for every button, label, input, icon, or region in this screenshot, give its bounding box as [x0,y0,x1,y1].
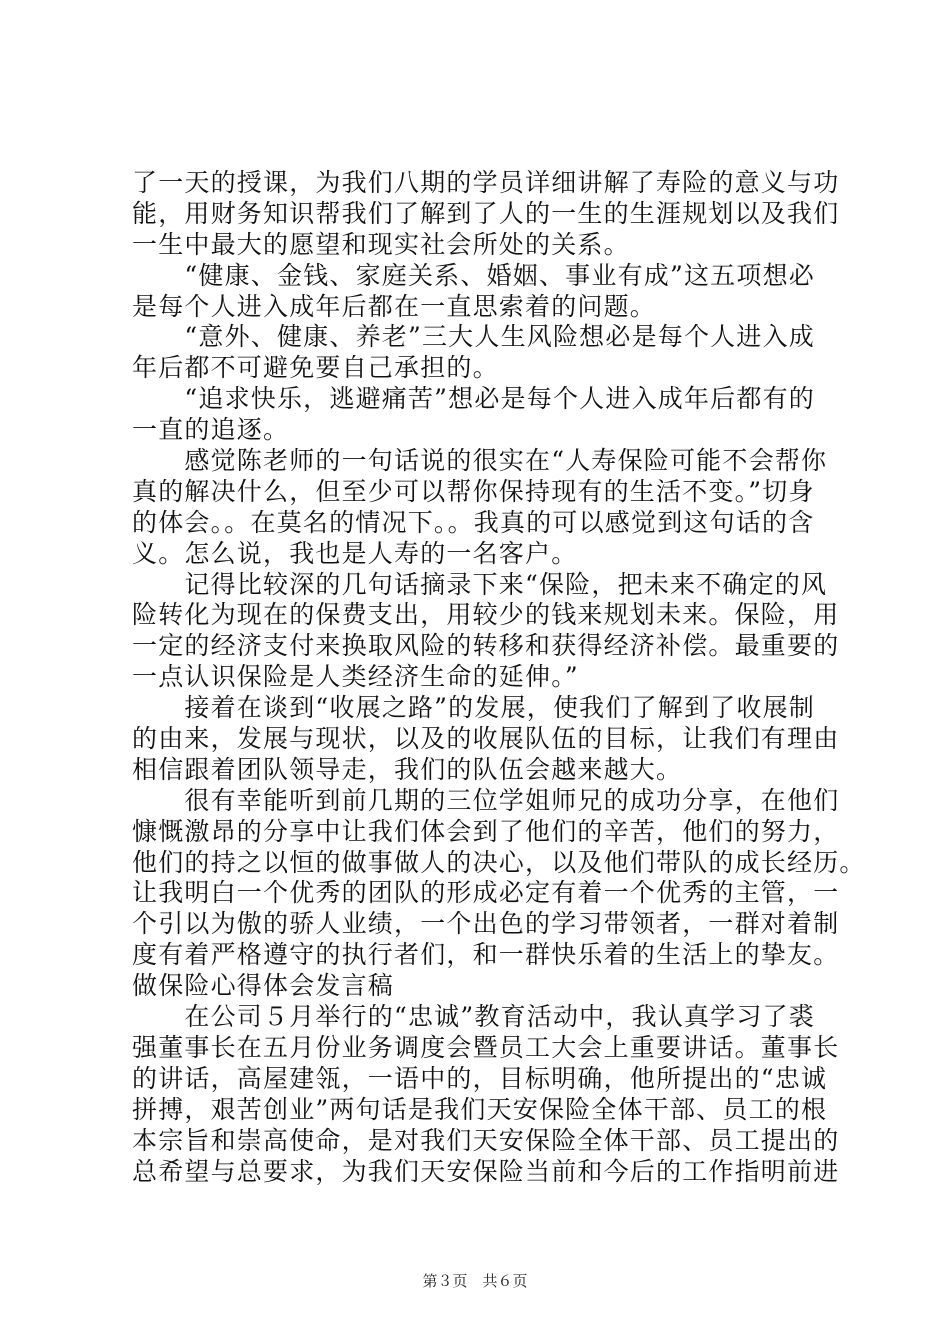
text-line: 在公司５月举行的“忠诚”教育活动中，我认真学习了裘 [132,1002,815,1032]
text-line: 总希望与总要求，为我们天安保险当前和今后的工作指明前进 [132,1156,840,1186]
text-line: 一点认识保险是人类经济生命的延伸。” [132,662,579,692]
text-line: 记得比较深的几句话摘录下来“保险，把未来不确定的风 [132,569,828,599]
text-line: 险转化为现在的保费支出，用较少的钱来规划未来。保险，用 [132,600,840,630]
text-line: 让我明白一个优秀的团队的形成必定有着一个优秀的主管，一 [132,878,840,908]
text-line: 的体会。。在莫名的情况下。。我真的可以感觉到这句话的含 [132,507,815,537]
text-line: 相信跟着团队领导走，我们的队伍会越来越大。 [132,754,683,784]
text-line: 真的解决什么，但至少可以帮你保持现有的生活不变。”切身 [132,476,815,506]
text-line: 接着在谈到“收展之路”的发展，使我们了解到了收展制 [132,693,815,723]
text-line: 能，用财务知识帮我们了解到了人的一生的生涯规划以及我们 [132,198,840,228]
text-line: 本宗旨和崇高使命，是对我们天安保险全体干部、员工提出的 [132,1125,840,1155]
text-line: 拼搏，艰苦创业”两句话是我们天安保险全体干部、员工的根 [132,1094,828,1124]
text-line: 义。怎么说，我也是人寿的一名客户。 [132,538,578,568]
text-line: “追求快乐，逃避痛苦”想必是每个人进入成年后都有的 [132,384,815,414]
text-line: 年后都不可避免要自己承担的。 [132,353,499,383]
text-line: 一直的追逐。 [132,415,290,445]
text-line: 感觉陈老师的一句话说的很实在“人寿保险可能不会帮你 [132,446,828,476]
text-line: 强董事长在五月份业务调度会暨员工大会上重要讲话。董事长 [132,1032,840,1062]
body-text [132,168,866,1187]
text-line: 的讲话，高屋建瓴，一语中的，目标明确，他所提出的“忠诚 [132,1063,828,1093]
text-line: 慷慨激昂的分享中让我们体会到了他们的辛苦，他们的努力， [132,816,840,846]
text-line: 是每个人进入成年后都在一直思索着的问题。 [132,291,657,321]
text-line: 一定的经济支付来换取风险的转移和获得经济补偿。最重要的 [132,631,840,661]
text-line: 的由来，发展与现状，以及的收展队伍的目标，让我们有理由 [132,724,840,754]
text-line: 很有幸能听到前几期的三位学姐师兄的成功分享，在他们 [132,785,840,815]
text-line: 个引以为傲的骄人业绩，一个出色的学习带领者，一群对着制 [132,909,840,939]
text-line: 他们的持之以恒的做事做人的决心，以及他们带队的成长经历。 [132,847,866,877]
text-line: “健康、金钱、家庭关系、婚姻、事业有成”这五项想必 [132,260,815,290]
text-line: “意外、健康、养老”三大人生风险想必是每个人进入成 [132,322,815,352]
page-number-footer: 第３页 共６页 [422,1272,528,1290]
text-line: 一生中最大的愿望和现实社会所处的关系。 [132,229,630,259]
text-line: 了一天的授课，为我们八期的学员详细讲解了寿险的意义与功 [132,168,840,197]
section-heading: 做保险心得体会发言稿 [132,971,395,1001]
text-line: 度有着严格遵守的执行者们，和一群快乐着的生活上的挚友。 [132,940,840,970]
